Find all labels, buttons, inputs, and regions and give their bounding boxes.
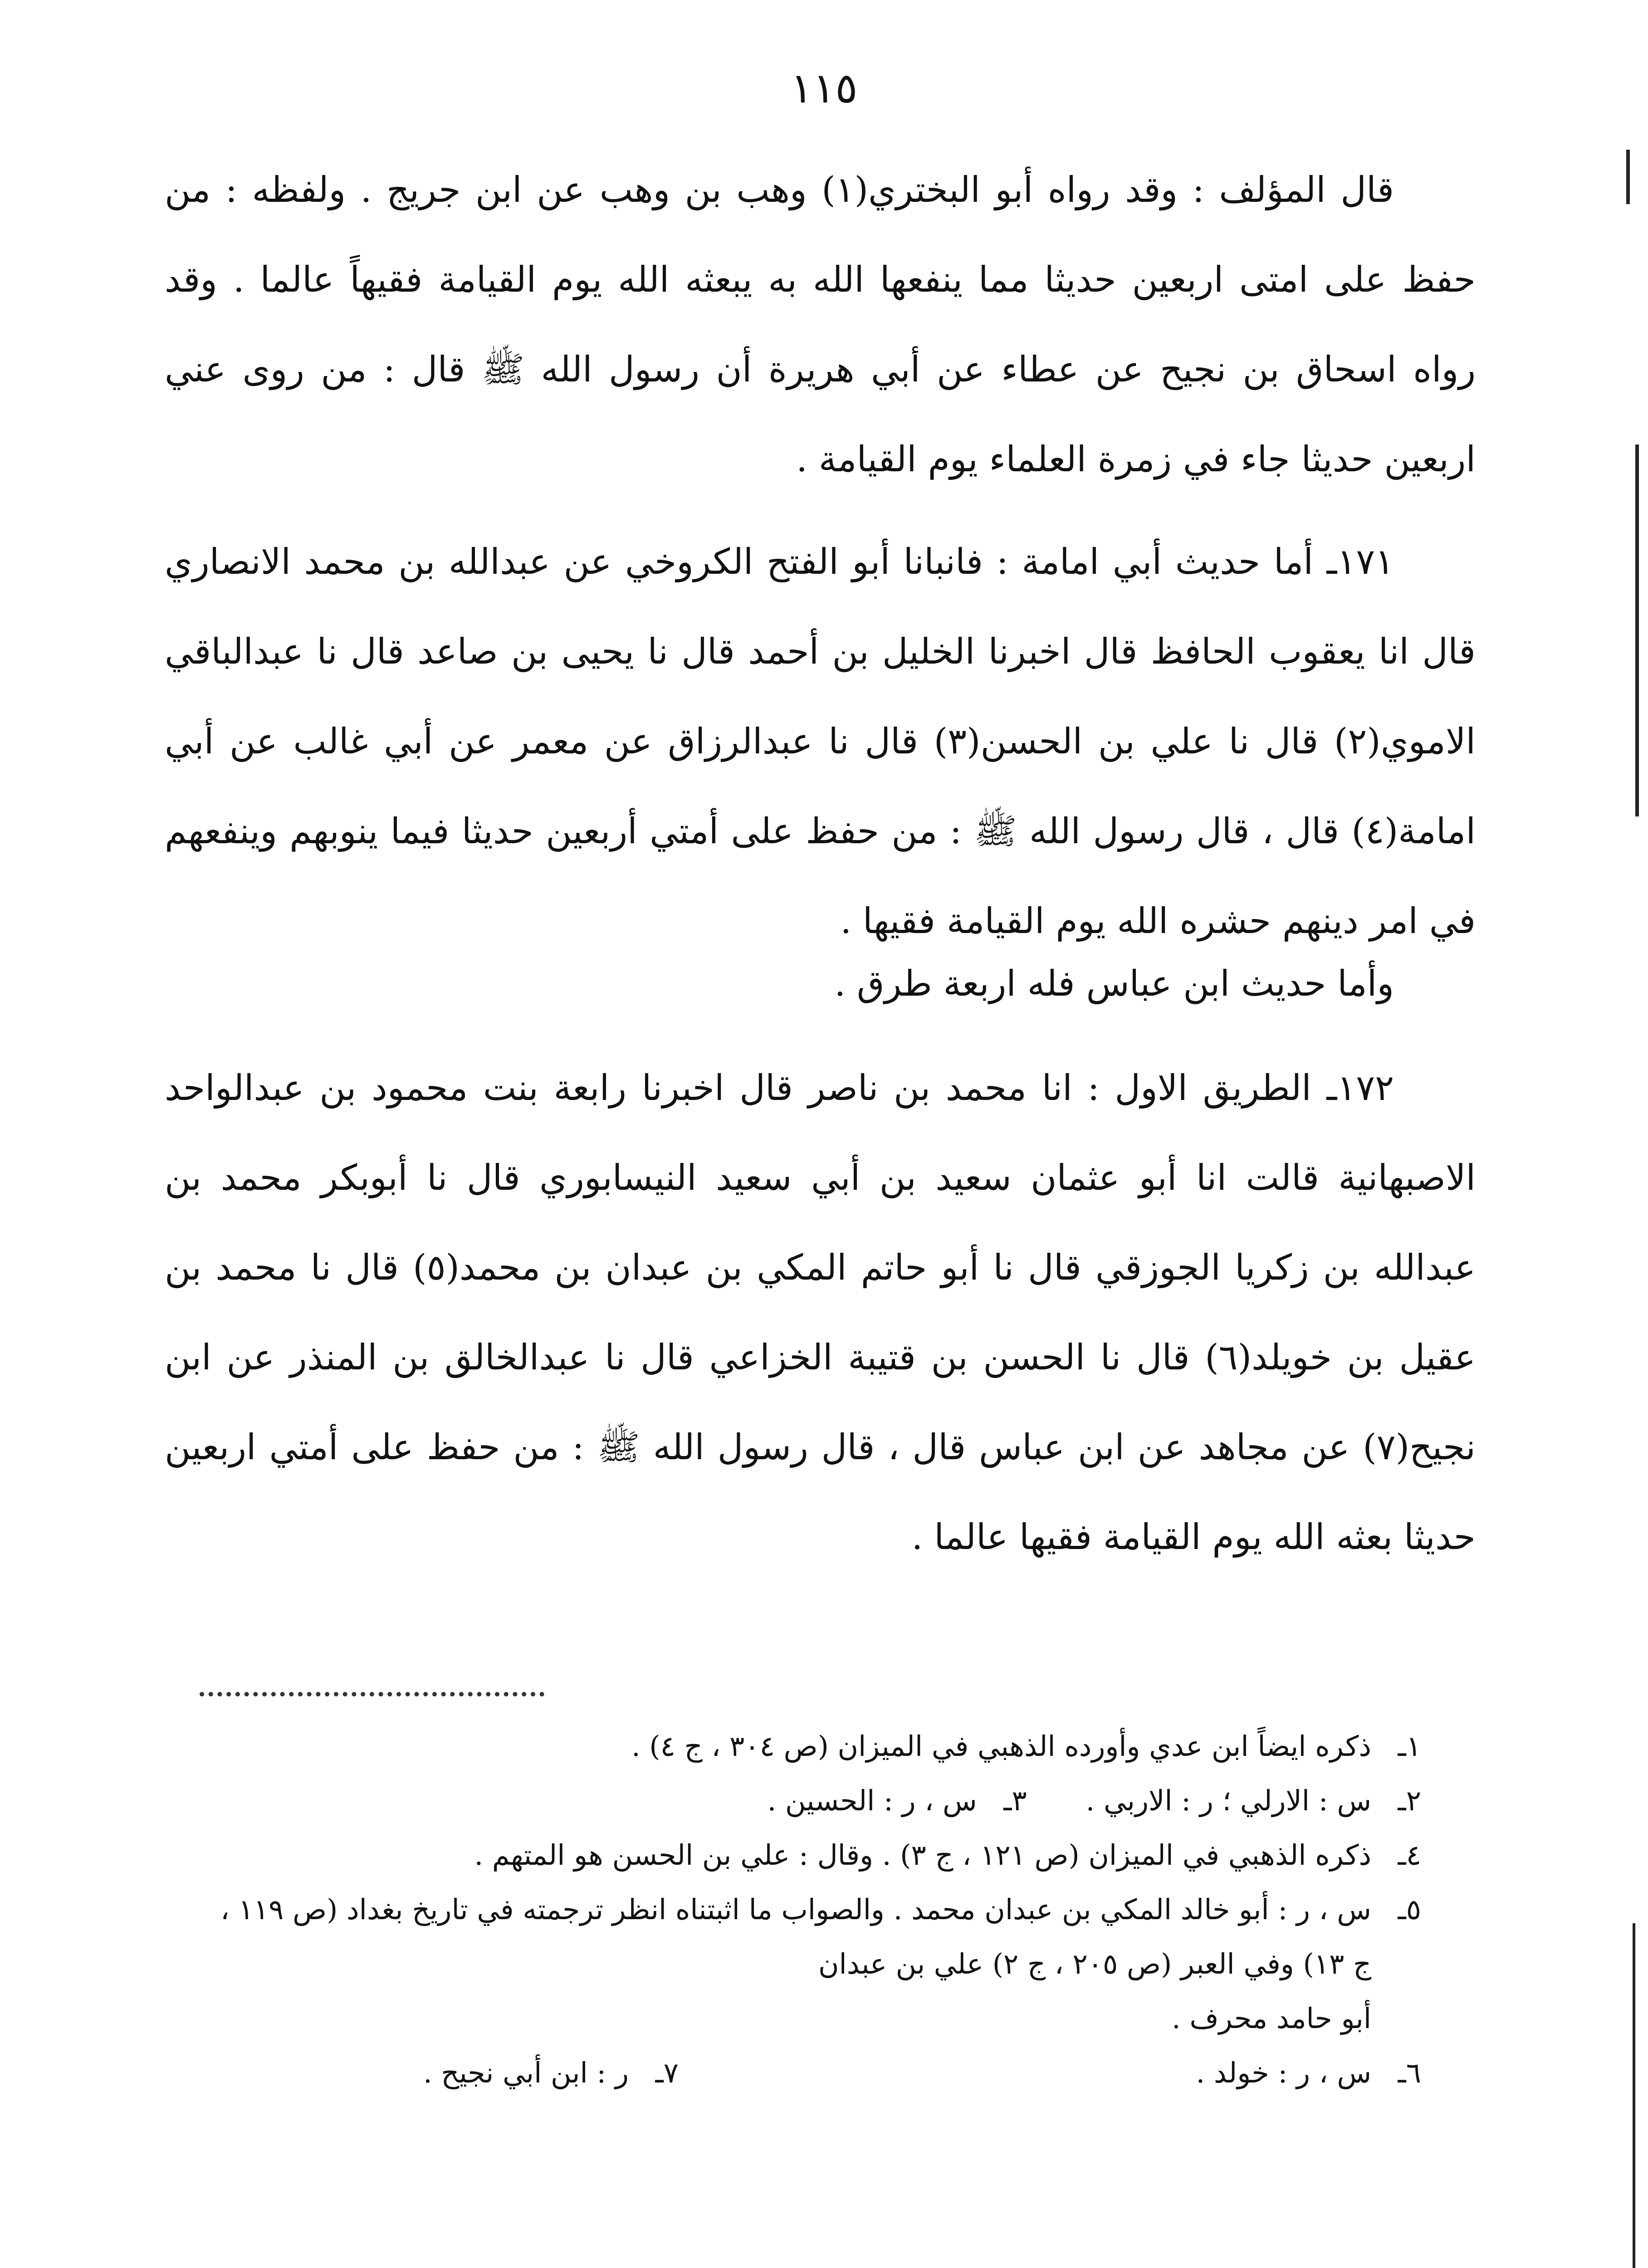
footnote-5	[196, 1882, 1421, 1991]
page-edge-mark	[1633, 1923, 1635, 2268]
footnote-separator	[200, 1692, 544, 1696]
footnote-number: ٦ـ	[1398, 2056, 1421, 2089]
footnote-6	[1196, 2046, 1421, 2100]
footnote-4	[196, 1828, 1421, 1882]
footnote-text: س ، ر : الحسين .	[767, 1784, 977, 1817]
footnote-text: ذكره ايضاً ابن عدي وأورده الذهبي في الميزان (ص ٣٠٤ ، ج ٤) .	[631, 1730, 1371, 1763]
footnote-number: ٧ـ	[655, 2056, 679, 2089]
page-number: ١١٥	[790, 64, 858, 112]
footnote-5-continuation: أبو حامد محرف .	[1171, 2002, 1371, 2035]
page-edge-mark	[1626, 150, 1630, 204]
paragraph-ibn-abbas	[165, 939, 1476, 1029]
paragraph-hadith-172	[165, 1043, 1476, 1582]
footnote-text: س : الارلي ؛ ر : الاربي .	[1086, 1784, 1371, 1817]
paragraph-text: ١٧٢ـ الطريق الاول : انا محمد بن ناصر قال اخبرنا رابعة بنت محمود بن عبدالواحد الاصبهانية قالت انا أبو عثمان سعيد بن أبي سعيد النيسابوري قال نا أبوبكر محمد بن عبدالله بن زكريا الجوزقي قال نا أبو حاتم المكي بن عبدان بن محمد(٥) قال نا محمد بن عقيل بن خويلد(٦) قال نا الحسن بن قتيبة الخزاعي قال نا عبدالخالق بن المنذر عن ابن نجيح(٧) عن مجاهد عن ابن عباس قال ، قال رسول الله ﷺ : من حفظ على أمتي اربعين حديثا بعثه الله يوم القيامة فقيها عالما .	[165, 1068, 1476, 1558]
paragraph-text: ١٧١ـ أما حديث أبي امامة : فانبانا أبو الفتح الكروخي عن عبدالله بن محمد الانصاري قال انا يعقوب الحافظ قال اخبرنا الخليل بن أحمد قال نا يحيى بن صاعد قال نا عبدالباقي الاموي(٢) قال نا علي بن الحسن(٣) قال نا عبدالرزاق عن معمر عن أبي غالب عن أبي امامة(٤) قال ، قال رسول الله ﷺ : من حفظ على أمتي أربعين حديثا فيما ينوبهم وينفعهم في امر دينهم حشره الله يوم القيامة فقيها .	[165, 542, 1476, 942]
footnote-text: س ، ر : خولد .	[1196, 2056, 1371, 2089]
footnote-text: ر : ابن أبي نجيح .	[423, 2056, 629, 2089]
footnote-number: ٤ـ	[1398, 1838, 1421, 1872]
paragraph-text: وأما حديث ابن عباس فله اربعة طرق .	[834, 963, 1394, 1004]
footnotes	[196, 1719, 1421, 2100]
paragraph-text: قال المؤلف : وقد رواه أبو البختري(١) وهب بن وهب عن ابن جريج . ولفظه : من حفظ على امتى اربعين حديثا مما ينفعها الله به يبعثه الله يوم القيامة فقيهاً عالما . وقد رواه اسحاق بن نجيح عن عطاء عن أبي هريرة أن رسول الله ﷺ قال : من روى عني اربعين حديثا جاء في زمرة العلماء يوم القيامة .	[165, 170, 1476, 480]
footnote-pair-2-3	[196, 1774, 1421, 1828]
paragraph-hadith-171	[165, 517, 1476, 966]
footnote-pair-6-7	[423, 2046, 1421, 2100]
footnote-number: ١ـ	[1398, 1730, 1421, 1763]
footnote-7	[423, 2046, 679, 2100]
footnote-3	[768, 1774, 1027, 1828]
footnote-number: ٣ـ	[1003, 1784, 1027, 1817]
page-edge-mark	[1635, 445, 1639, 816]
footnote-number: ٥ـ	[1398, 1893, 1421, 1926]
footnote-text: ذكره الذهبي في الميزان (ص ١٢١ ، ج ٣) . وقال : علي بن الحسن هو المتهم .	[474, 1838, 1371, 1872]
footnote-number: ٢ـ	[1398, 1784, 1421, 1817]
footnote-text: س ، ر : أبو خالد المكي بن عبدان محمد . والصواب ما اثبتناه انظر ترجمته في تاريخ بغداد (ص ١١٩ ، ج ١٣) وفي العبر (ص ٢٠٥ ، ج ٢) علي بن عبدان	[220, 1893, 1371, 1980]
paragraph-author-note	[165, 145, 1476, 504]
footnote-2	[1086, 1774, 1421, 1828]
footnote-1	[196, 1719, 1421, 1774]
